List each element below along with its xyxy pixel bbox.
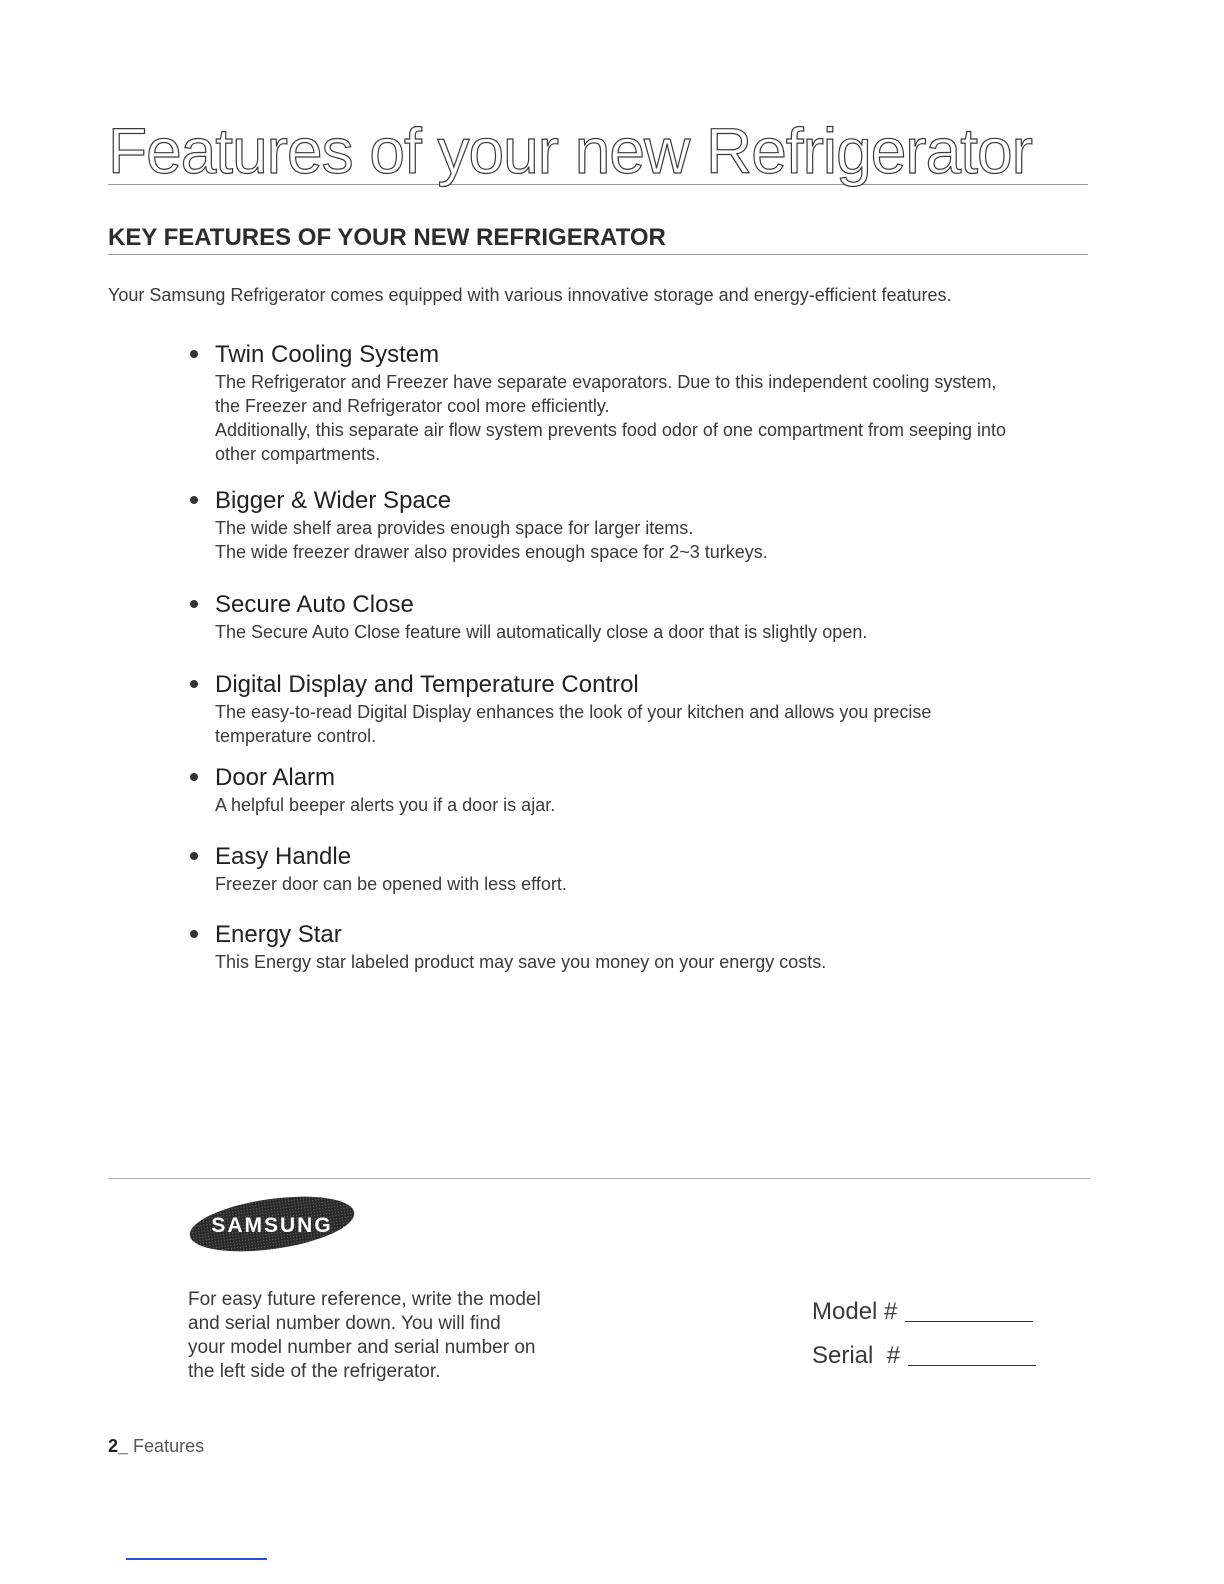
serial-number-field[interactable]	[812, 1342, 1036, 1370]
serial-blank-line[interactable]	[908, 1365, 1036, 1366]
feature-title: Bigger & Wider Space	[215, 487, 452, 514]
feature-description: The Refrigerator and Freezer have separate evaporators. Due to this independent cooling system, the Freezer and Refrigerator cool more efficiently. Additionally, this separate air flow system prevents food odor of one compartment from seeping into other compartments.	[215, 372, 1007, 464]
page-number: 2_	[108, 1436, 129, 1456]
feature-description: This Energy star labeled product may save you money on your energy costs.	[215, 952, 827, 972]
feature-item	[190, 670, 1090, 748]
model-blank-line[interactable]	[905, 1321, 1033, 1322]
intro-paragraph: Your Samsung Refrigerator comes equipped with various innovative storage and energy-efficient features.	[108, 285, 952, 305]
feature-title: Energy Star	[215, 921, 342, 948]
feature-title: Door Alarm	[215, 764, 336, 791]
feature-item	[190, 920, 1090, 974]
bullet-icon	[190, 773, 198, 781]
feature-item	[190, 590, 1090, 644]
feature-item	[190, 763, 1090, 817]
bullet-icon	[190, 600, 198, 608]
bullet-icon	[190, 930, 198, 938]
model-label: Model #	[812, 1298, 898, 1325]
serial-label: Serial #	[812, 1342, 901, 1369]
feature-item	[190, 340, 1090, 466]
feature-description: The easy-to-read Digital Display enhances the look of your kitchen and allows you precise temperature control.	[215, 702, 932, 746]
bullet-icon	[190, 680, 198, 688]
model-number-field[interactable]	[812, 1298, 1033, 1326]
footer-section: Features	[133, 1436, 205, 1456]
feature-title: Digital Display and Temperature Control	[215, 671, 639, 698]
samsung-logo	[188, 1193, 358, 1253]
bottom-rule	[126, 1558, 267, 1560]
feature-description: Freezer door can be opened with less effort.	[215, 874, 567, 894]
feature-description: A helpful beeper alerts you if a door is ajar.	[215, 795, 556, 815]
bullet-icon	[190, 350, 198, 358]
page-title-text: Features of your new Refrigerator	[108, 115, 1032, 187]
bullet-icon	[190, 852, 198, 860]
section-heading: KEY FEATURES OF YOUR NEW REFRIGERATOR	[108, 224, 1088, 255]
feature-title: Secure Auto Close	[215, 591, 414, 618]
feature-description: The Secure Auto Close feature will automatically close a door that is slightly open.	[215, 622, 868, 642]
feature-description: The wide shelf area provides enough space for larger items. The wide freezer drawer also provides enough space for 2~3 turkeys.	[215, 518, 768, 562]
page-footer	[108, 1436, 204, 1457]
feature-item	[190, 486, 1090, 564]
samsung-logo-text: SAMSUNG	[211, 1214, 333, 1237]
bullet-icon	[190, 496, 198, 504]
feature-title: Easy Handle	[215, 843, 352, 870]
reference-note-text: For easy future reference, write the model and serial number down. You will find your model number and serial number on the left side of the refrigerator.	[188, 1289, 541, 1382]
feature-item	[190, 842, 1090, 896]
page-title	[108, 115, 1088, 187]
reference-note	[188, 1288, 568, 1384]
divider	[108, 1178, 1090, 1179]
feature-title: Twin Cooling System	[215, 341, 440, 368]
